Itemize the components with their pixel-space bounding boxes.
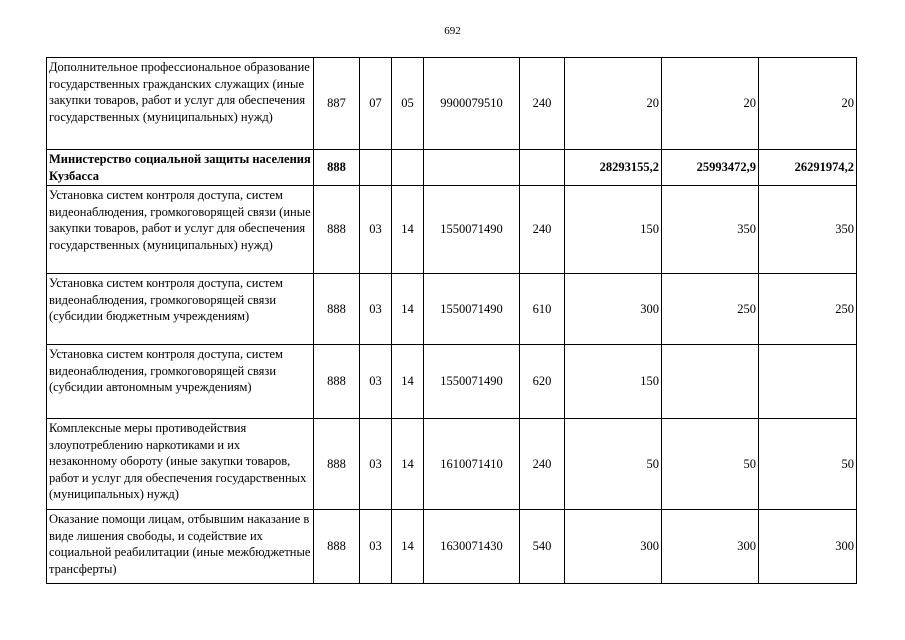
- expense-type-code: 540: [520, 510, 565, 584]
- target-article-code: [424, 150, 520, 186]
- section-code: 03: [360, 186, 392, 274]
- row-name: Комплексные меры противодействия злоупотреблению наркотиками и их незаконному обороту (иные закупки товаров, работ и услуг для обеспечения государственных (муниципальных) нужд): [47, 419, 314, 510]
- row-name: Оказание помощи лицам, отбывшим наказание в виде лишения свободы, и содействие их социальной реабилитации (иные межбюджетные трансферты): [47, 510, 314, 584]
- section-code: [360, 150, 392, 186]
- amount-year-3: [759, 345, 857, 419]
- target-article-code: 1610071410: [424, 419, 520, 510]
- section-code: 07: [360, 58, 392, 150]
- ved-code: 888: [314, 274, 360, 345]
- section-code: 03: [360, 274, 392, 345]
- ved-code: 888: [314, 510, 360, 584]
- amount-year-3: 350: [759, 186, 857, 274]
- target-article-code: 1550071490: [424, 186, 520, 274]
- amount-year-1: 300: [565, 274, 662, 345]
- page-number: 692: [444, 25, 461, 37]
- amount-year-3: 300: [759, 510, 857, 584]
- subsection-code: 14: [392, 345, 424, 419]
- ved-code: 888: [314, 345, 360, 419]
- table-row: [47, 345, 857, 419]
- table-row: [47, 274, 857, 345]
- section-code: 03: [360, 419, 392, 510]
- expense-type-code: [520, 150, 565, 186]
- section-code: 03: [360, 510, 392, 584]
- subsection-code: [392, 150, 424, 186]
- amount-year-1: 28293155,2: [565, 150, 662, 186]
- amount-year-2: 250: [662, 274, 759, 345]
- amount-year-2: 25993472,9: [662, 150, 759, 186]
- row-name: Установка систем контроля доступа, систем видеонаблюдения, громкоговорящей связи (субсидии автономным учреждениям): [47, 345, 314, 419]
- target-article-code: 1630071430: [424, 510, 520, 584]
- table-row: [47, 150, 857, 186]
- table-row: [47, 419, 857, 510]
- target-article-code: 1550071490: [424, 345, 520, 419]
- row-name: Установка систем контроля доступа, систем видеонаблюдения, громкоговорящей связи (иные закупки товаров, работ и услуг для обеспечения государственных (муниципальных) нужд): [47, 186, 314, 274]
- expense-type-code: 240: [520, 419, 565, 510]
- amount-year-1: 20: [565, 58, 662, 150]
- ved-code: 888: [314, 150, 360, 186]
- ved-code: 887: [314, 58, 360, 150]
- amount-year-3: 26291974,2: [759, 150, 857, 186]
- table-row: [47, 58, 857, 150]
- row-name: Установка систем контроля доступа, систем видеонаблюдения, громкоговорящей связи (субсидии бюджетным учреждениям): [47, 274, 314, 345]
- amount-year-2: 350: [662, 186, 759, 274]
- expense-type-code: 240: [520, 58, 565, 150]
- ved-code: 888: [314, 419, 360, 510]
- target-article-code: 1550071490: [424, 274, 520, 345]
- subsection-code: 14: [392, 186, 424, 274]
- amount-year-1: 300: [565, 510, 662, 584]
- subsection-code: 14: [392, 274, 424, 345]
- section-code: 03: [360, 345, 392, 419]
- subsection-code: 05: [392, 58, 424, 150]
- expense-type-code: 240: [520, 186, 565, 274]
- amount-year-2: [662, 345, 759, 419]
- amount-year-1: 150: [565, 186, 662, 274]
- expense-type-code: 610: [520, 274, 565, 345]
- expense-type-code: 620: [520, 345, 565, 419]
- amount-year-2: 20: [662, 58, 759, 150]
- row-name: Министерство социальной защиты населения Кузбасса: [47, 150, 314, 186]
- amount-year-2: 50: [662, 419, 759, 510]
- table-row: [47, 510, 857, 584]
- subsection-code: 14: [392, 419, 424, 510]
- table-row: [47, 186, 857, 274]
- amount-year-3: 250: [759, 274, 857, 345]
- amount-year-3: 20: [759, 58, 857, 150]
- amount-year-1: 50: [565, 419, 662, 510]
- amount-year-2: 300: [662, 510, 759, 584]
- target-article-code: 9900079510: [424, 58, 520, 150]
- row-name: Дополнительное профессиональное образование государственных гражданских служащих (иные закупки товаров, работ и услуг для обеспечения государственных (муниципальных) нужд): [47, 58, 314, 150]
- ved-code: 888: [314, 186, 360, 274]
- amount-year-1: 150: [565, 345, 662, 419]
- subsection-code: 14: [392, 510, 424, 584]
- amount-year-3: 50: [759, 419, 857, 510]
- budget-table: [46, 57, 857, 584]
